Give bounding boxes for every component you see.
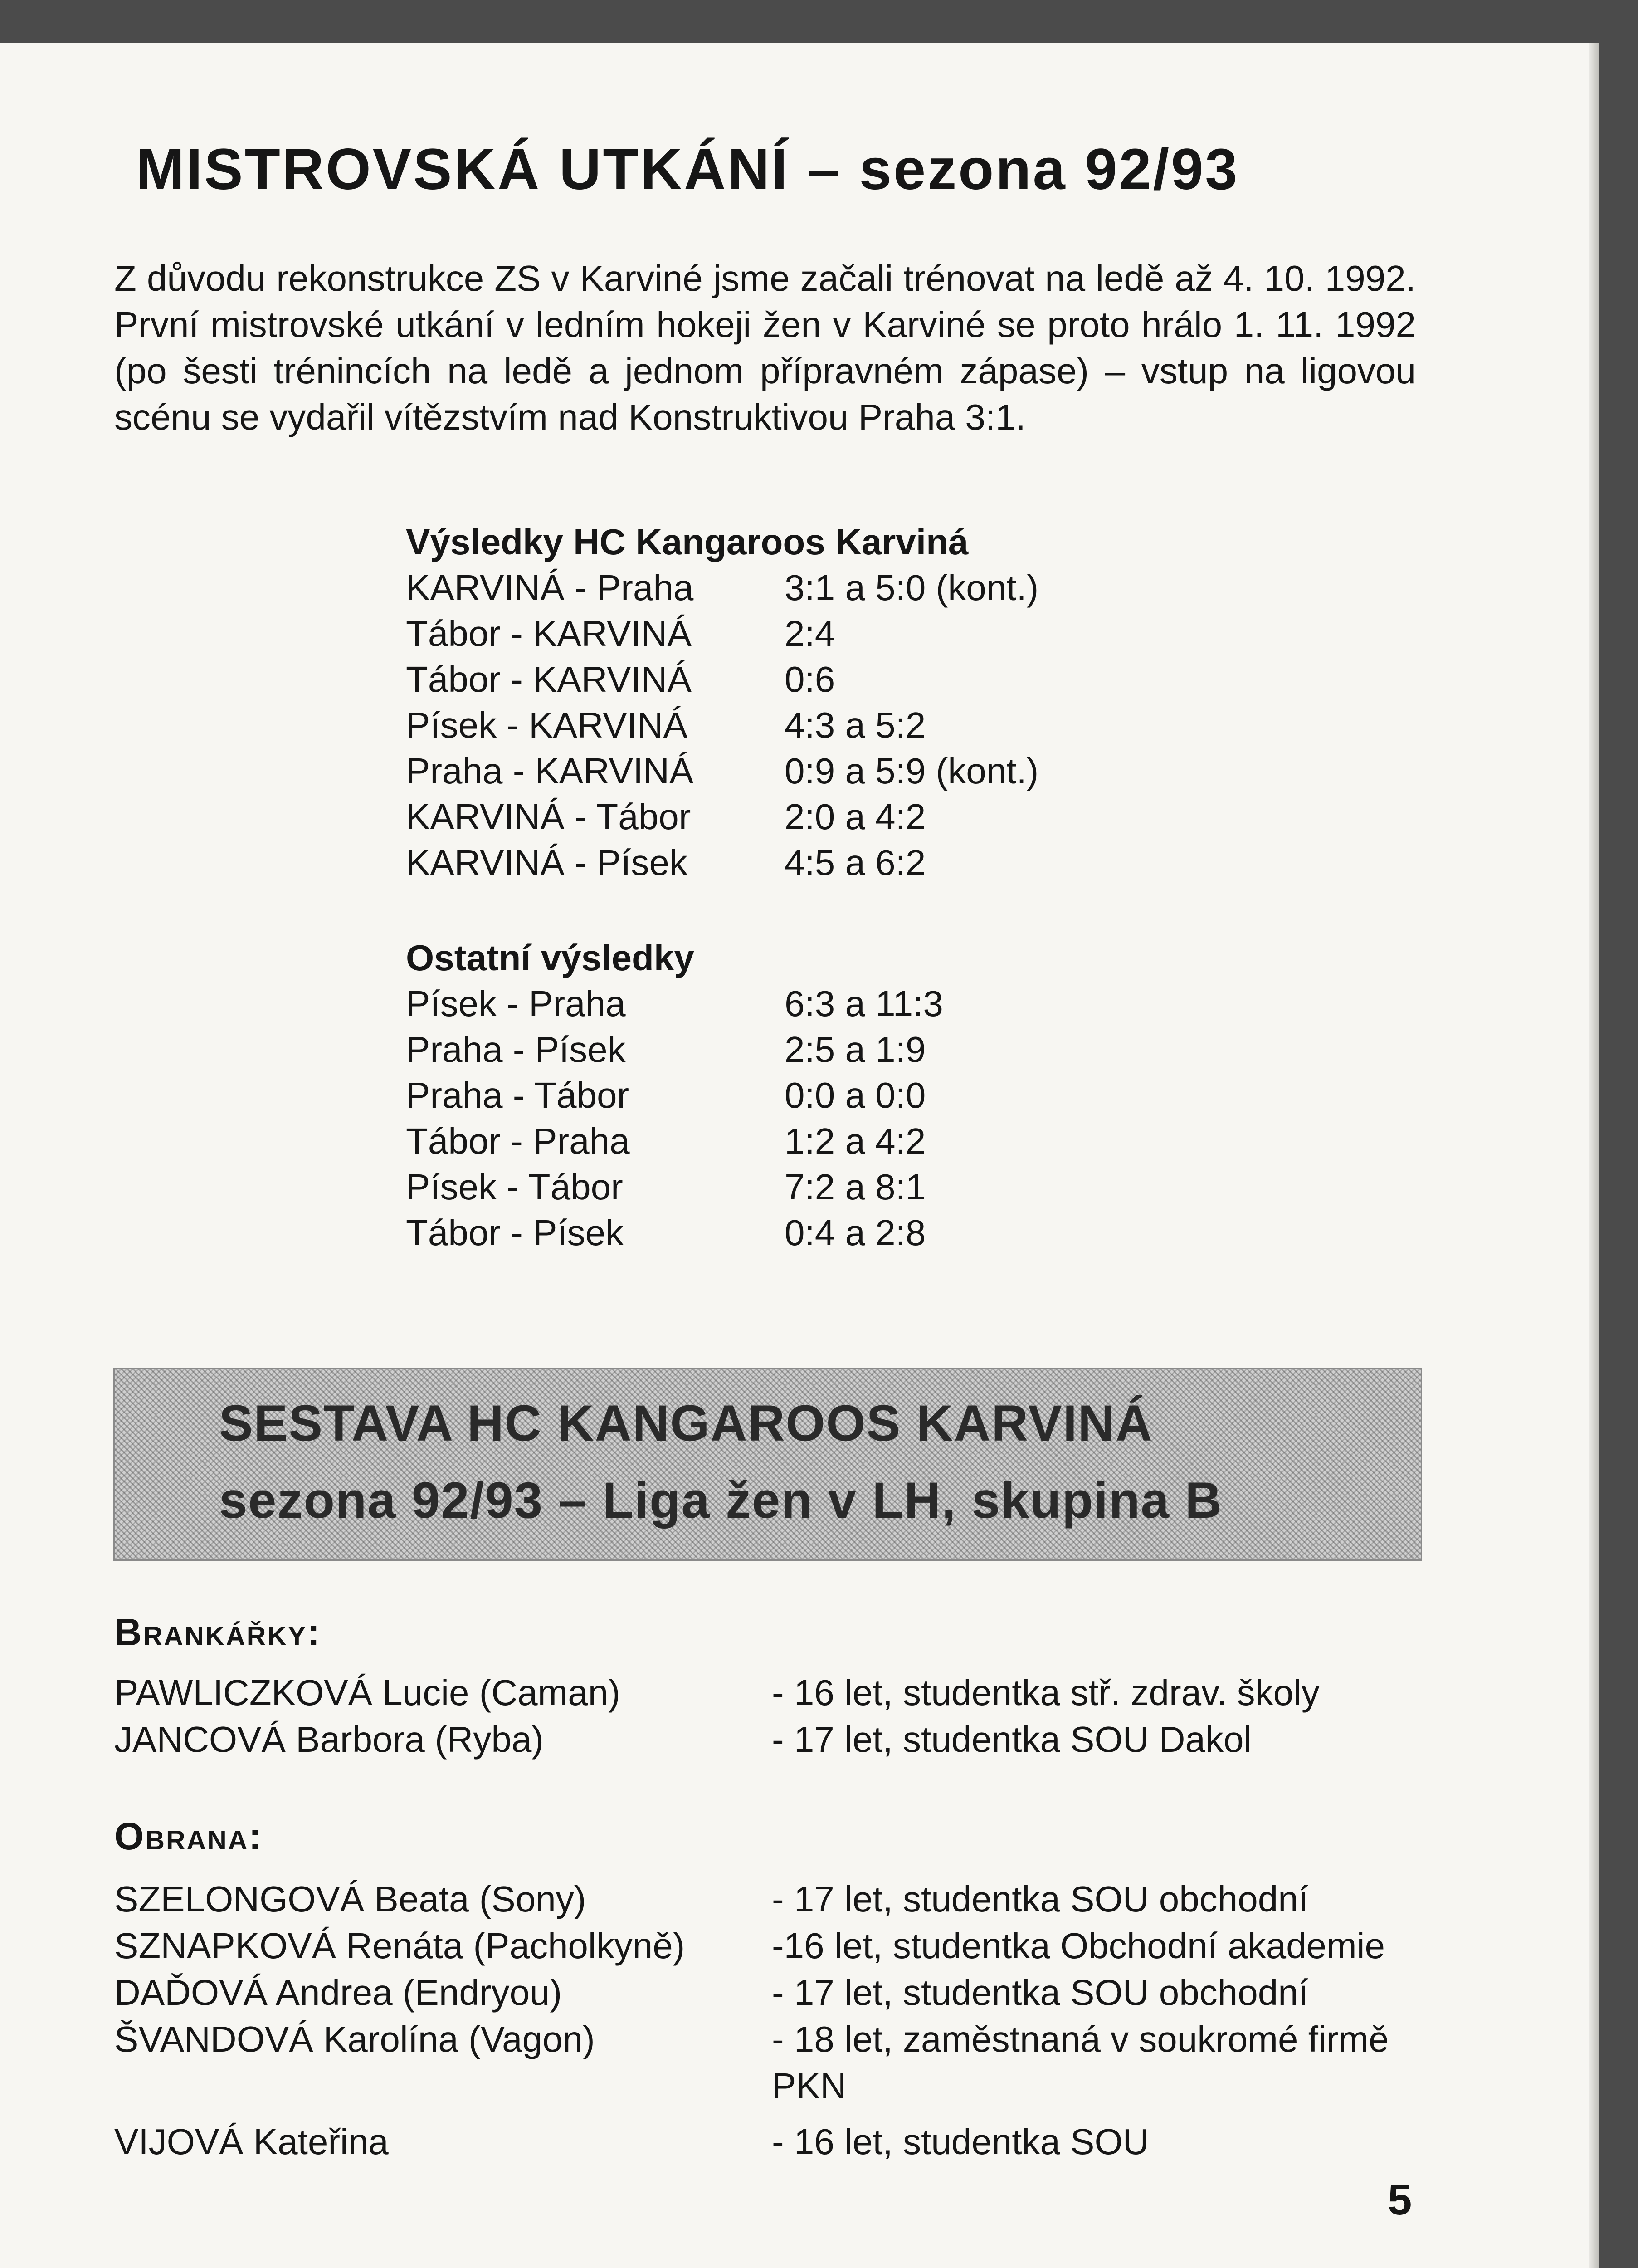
match-score: 0:9 a 5:9 (kont.) xyxy=(785,751,1039,791)
player-description: - 17 let, studentka SOU obchodní xyxy=(772,1972,1308,2013)
list-item xyxy=(114,1716,1407,1763)
page xyxy=(0,43,1589,2268)
defense-heading: Obrana: xyxy=(114,1815,263,1857)
result-row xyxy=(406,748,1038,794)
result-row xyxy=(406,981,1038,1026)
match-score: 3:1 a 5:0 (kont.) xyxy=(785,567,1039,608)
roster-banner xyxy=(113,1368,1422,1561)
player-description: - 17 let, studentka SOU obchodní xyxy=(772,1879,1308,1919)
player-name: JANCOVÁ Barbora (Ryba) xyxy=(114,1719,544,1760)
result-row xyxy=(406,1072,1038,1118)
match-score: 0:6 xyxy=(785,659,835,699)
list-item xyxy=(114,2118,1407,2165)
match-name: Písek - KARVINÁ xyxy=(406,705,687,745)
goalies-heading: Brankářky: xyxy=(114,1611,322,1653)
match-score: 1:2 a 4:2 xyxy=(785,1121,926,1161)
player-name: DAĎOVÁ Andrea (Endryou) xyxy=(114,1972,562,2013)
match-name: Praha - Písek xyxy=(406,1029,626,1070)
list-item xyxy=(114,1969,1407,2016)
match-score: 6:3 a 11:3 xyxy=(785,983,943,1024)
player-description: - 16 let, studentka stř. zdrav. školy xyxy=(772,1672,1320,1713)
banner-subtitle: sezona 92/93 – Liga žen v LH, skupina B xyxy=(219,1472,1223,1529)
match-name: Písek - Praha xyxy=(406,983,626,1024)
list-item xyxy=(114,1876,1407,1922)
player-name: SZELONGOVÁ Beata (Sony) xyxy=(114,1879,586,1919)
player-description: -16 let, studentka Obchodní akademie xyxy=(772,1926,1385,1966)
spacer xyxy=(406,885,1038,935)
player-name: VIJOVÁ Kateřina xyxy=(114,2121,389,2162)
other-results-heading: Ostatní výsledky xyxy=(406,938,694,978)
match-score: 2:5 a 1:9 xyxy=(785,1029,926,1070)
match-score: 4:5 a 6:2 xyxy=(785,842,926,883)
list-item xyxy=(114,1922,1407,1969)
intro-paragraph: Z důvodu rekonstrukce ZS v Karviné jsme začali trénovat na ledě až 4. 10. 1992. První mistrovské utkání v ledním hokeji žen v Karviné se proto hrálo 1. 11. 1992 (po šesti trénincích na ledě a jednom přípravném zápase) – vstup na ligovou scénu se vydařil vítězstvím nad Konstruktivou Praha 3:1. xyxy=(114,258,1416,437)
match-score: 2:4 xyxy=(785,613,835,654)
page-title: MISTROVSKÁ UTKÁNÍ – sezona 92/93 xyxy=(136,137,1239,202)
list-item xyxy=(114,1669,1407,1716)
match-score: 7:2 a 8:1 xyxy=(785,1167,926,1207)
match-name: Tábor - KARVINÁ xyxy=(406,659,692,699)
list-item xyxy=(114,2016,1407,2109)
match-name: Tábor - KARVINÁ xyxy=(406,613,692,654)
match-name: Písek - Tábor xyxy=(406,1167,623,1207)
player-name: PAWLICZKOVÁ Lucie (Caman) xyxy=(114,1672,620,1713)
player-name: ŠVANDOVÁ Karolína (Vagon) xyxy=(114,2019,595,2059)
player-description: - 18 let, zaměstnaná v soukromé firmě PKN xyxy=(772,2019,1389,2106)
defense-list xyxy=(114,1876,1407,2165)
banner-title: SESTAVA HC KANGAROOS KARVINÁ xyxy=(219,1395,1153,1452)
result-row xyxy=(406,840,1038,885)
match-score: 2:0 a 4:2 xyxy=(785,797,926,837)
results-heading: Výsledky HC Kangaroos Karviná xyxy=(406,522,969,562)
match-name: Praha - Tábor xyxy=(406,1075,629,1115)
match-name: KARVINÁ - Tábor xyxy=(406,797,691,837)
result-row xyxy=(406,1026,1038,1072)
result-row xyxy=(406,611,1038,656)
match-name: KARVINÁ - Praha xyxy=(406,567,694,608)
page-edge xyxy=(1589,43,1599,2268)
player-description: - 17 let, studentka SOU Dakol xyxy=(772,1719,1252,1760)
result-row xyxy=(406,565,1038,611)
result-row xyxy=(406,656,1038,702)
match-score: 4:3 a 5:2 xyxy=(785,705,926,745)
player-description: - 16 let, studentka SOU xyxy=(772,2121,1149,2162)
goalies-list xyxy=(114,1669,1407,1763)
result-row xyxy=(406,702,1038,748)
match-score: 0:4 a 2:8 xyxy=(785,1212,926,1253)
result-row xyxy=(406,1118,1038,1164)
results-block xyxy=(406,519,1038,1256)
match-name: KARVINÁ - Písek xyxy=(406,842,687,883)
page-number: 5 xyxy=(1388,2175,1412,2224)
match-score: 0:0 a 0:0 xyxy=(785,1075,926,1115)
match-name: Praha - KARVINÁ xyxy=(406,751,694,791)
player-name: SZNAPKOVÁ Renáta (Pacholkyně) xyxy=(114,1926,685,1966)
match-name: Tábor - Praha xyxy=(406,1121,630,1161)
match-name: Tábor - Písek xyxy=(406,1212,624,1253)
result-row xyxy=(406,794,1038,840)
result-row xyxy=(406,1164,1038,1210)
result-row xyxy=(406,1210,1038,1256)
